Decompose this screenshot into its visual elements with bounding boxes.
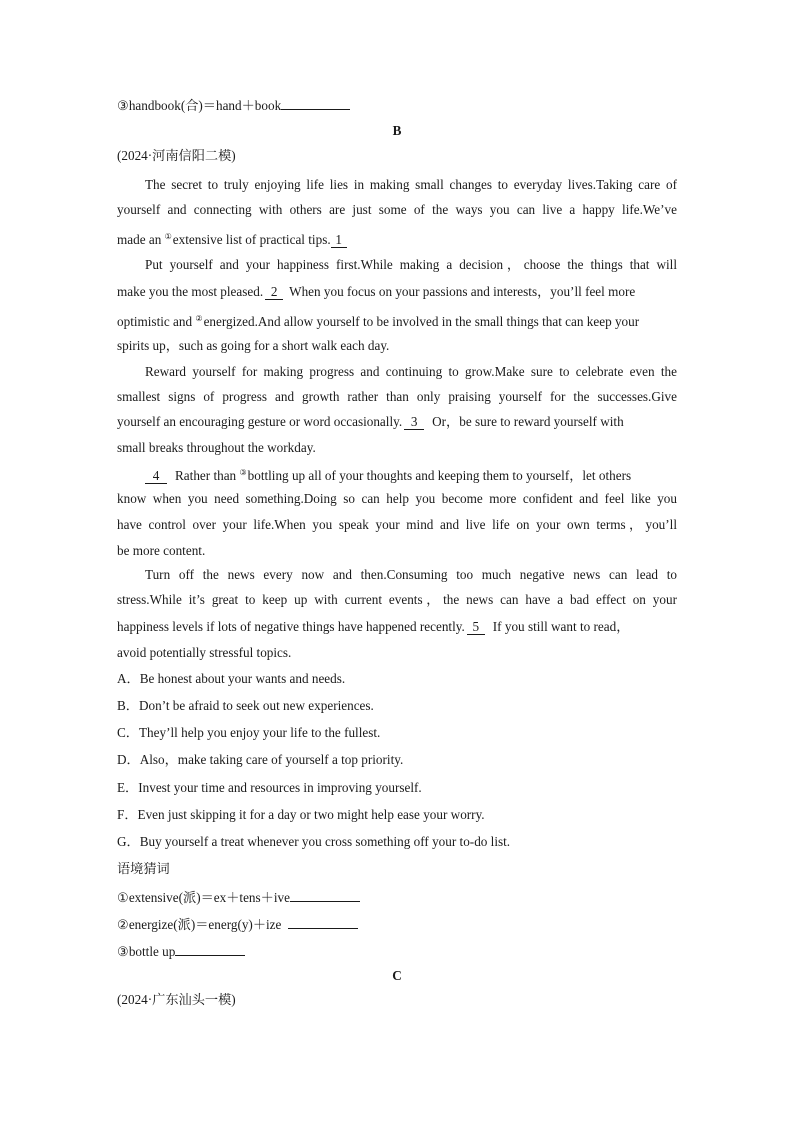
option-g[interactable]: G．Buy yourself a treat whenever you cross something off your to-do list.: [117, 834, 511, 849]
paragraph-line: smallest signs of progress and growth rather than only praising yourself for the successes.Give: [117, 389, 677, 404]
section-heading-b: B: [392, 123, 402, 138]
answer-blank[interactable]: [281, 97, 350, 110]
vocab-item-text: ③bottle up: [117, 944, 176, 959]
vocab-title: 语境猜词: [117, 861, 170, 876]
blank-5[interactable]: 5: [467, 620, 485, 635]
text-segment: optimistic and: [117, 314, 193, 329]
text-segment: extensive list of practical tips.: [172, 232, 331, 247]
option-f[interactable]: F．Even just skipping it for a day or two might help ease your worry.: [117, 807, 485, 822]
paragraph-line: spirits up，such as going for a short walk each day.: [117, 338, 390, 353]
vocab-item-text: ③handbook(合)＝hand＋book: [117, 98, 282, 113]
word-marker: ③: [239, 468, 247, 477]
text-segment: bottling up all of your thoughts and keeping them to yourself，let others: [247, 468, 632, 483]
text-segment: Rather than: [175, 468, 237, 483]
answer-blank[interactable]: [290, 889, 360, 902]
blank-4[interactable]: 4: [145, 469, 167, 484]
section-heading-c: C: [392, 968, 402, 983]
paragraph-line: Turn off the news every now and then.Consuming too much negative news can lead to: [145, 567, 677, 582]
paragraph-line: have control over your life.When you speak your mind and live life on your own terms，you’ll: [117, 517, 677, 532]
word-marker: ①: [164, 232, 172, 241]
text-segment: energized.And allow yourself to be involved in the small things that can keep your: [203, 314, 640, 329]
text-segment: happiness levels if lots of negative things have happened recently.: [117, 619, 465, 634]
vocab-item-bottle-up: [117, 943, 245, 960]
paragraph-line: avoid potentially stressful topics.: [117, 645, 292, 660]
text-segment: When you focus on your passions and interests，you’ll feel more: [289, 284, 636, 299]
paragraph-line: small breaks throughout the workday.: [117, 440, 316, 455]
text-segment: make you the most pleased.: [117, 284, 264, 299]
blank-2[interactable]: 2: [265, 285, 283, 300]
option-e[interactable]: E．Invest your time and resources in improving yourself.: [117, 780, 422, 795]
paragraph-line: Reward yourself for making progress and continuing to grow.Make sure to celebrate even the: [145, 364, 677, 379]
option-c[interactable]: C．They’ll help you enjoy your life to the fullest.: [117, 725, 381, 740]
text-segment: If you still want to read，: [492, 619, 630, 634]
paragraph-line: know when you need something.Doing so can help you become more confident and feel like you: [117, 491, 677, 506]
paragraph-line: [117, 619, 629, 635]
option-d[interactable]: D．Also，make taking care of yourself a top priority.: [117, 752, 404, 767]
vocab-item-energize: [117, 916, 358, 933]
vocab-item-extensive: [117, 889, 360, 906]
source-note-b: (2024·河南信阳二模): [117, 148, 236, 163]
paragraph-line: stress.While it’s great to keep up with current events，the news can have a bad effect on your: [117, 592, 677, 607]
blank-3[interactable]: 3: [404, 415, 424, 430]
paragraph-line: be more content.: [117, 543, 206, 558]
paragraph-line: Put yourself and your happiness first.While making a decision，choose the things that will: [145, 257, 677, 272]
vocab-item-handbook: [117, 97, 350, 114]
blank-1[interactable]: 1: [331, 233, 347, 248]
paragraph-line: [145, 465, 631, 484]
vocab-item-text: ①extensive(派)＝ex＋tens＋ive: [117, 890, 290, 905]
source-note-c: (2024·广东汕头一模): [117, 992, 236, 1007]
paragraph-line: [117, 414, 624, 430]
vocab-item-text: ②energize(派)＝energ(y)＋ize: [117, 917, 282, 932]
answer-blank[interactable]: [288, 916, 358, 929]
paragraph-line: yourself and connecting with others are just some of the ways you can live a happy life.We’ve: [117, 202, 677, 217]
text-segment: made an: [117, 232, 162, 247]
answer-blank[interactable]: [175, 943, 245, 956]
text-segment: yourself an encouraging gesture or word occasionally.: [117, 414, 403, 429]
paragraph-line: [117, 311, 639, 330]
paragraph-line: The secret to truly enjoying life lies in making small changes to everyday lives.Taking care of: [145, 177, 677, 192]
paragraph-line: [117, 284, 677, 300]
word-marker: ②: [195, 314, 203, 323]
option-b[interactable]: B．Don’t be afraid to seek out new experiences.: [117, 698, 374, 713]
option-a[interactable]: A．Be honest about your wants and needs.: [117, 671, 346, 686]
paragraph-line: [117, 229, 347, 248]
text-segment: Or，be sure to reward yourself with: [432, 414, 624, 429]
